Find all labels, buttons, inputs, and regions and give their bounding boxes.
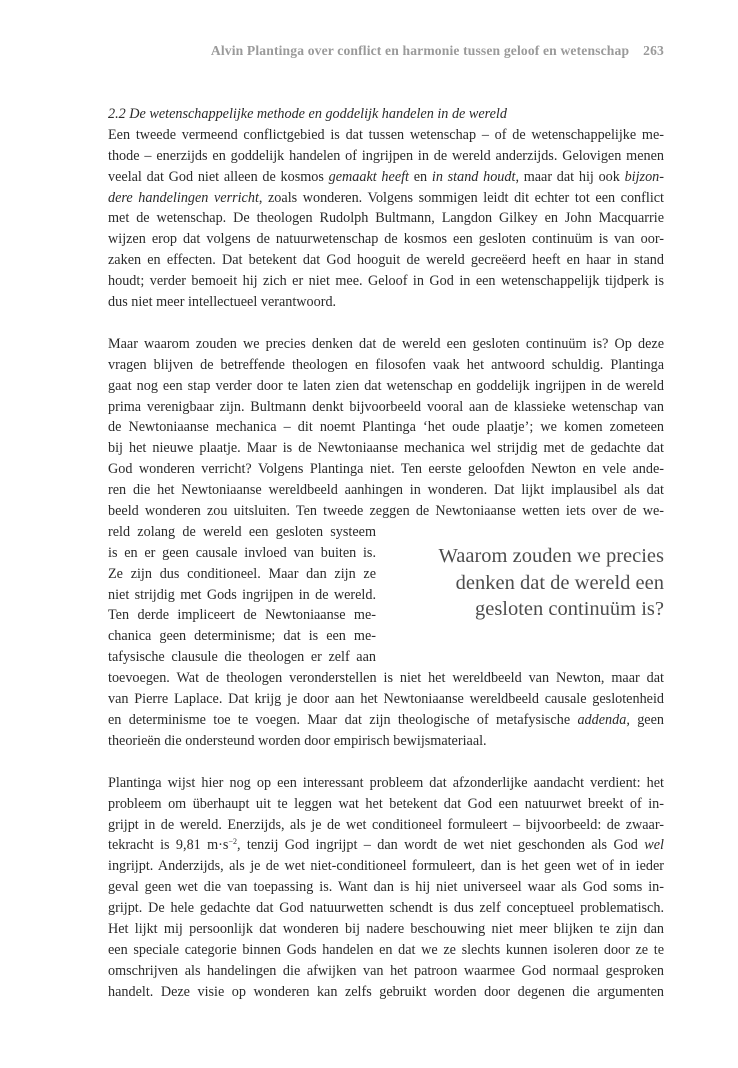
paragraph-2-line-9: beeld wonderen zou uitsluiten. Ten tweede zeggen de Newtoniaanse wetten iets over de we- bbox=[108, 503, 664, 520]
paragraph-2-narrow-line-2: is en er geen causale invloed van buiten is. bbox=[108, 544, 376, 561]
paragraph-2-line-3: gaat nog een stap verder door te laten zien dat wetenschap en goddelijk ingrijpen in de wereld bbox=[108, 377, 664, 394]
paragraph-3-line-11: handelt. Deze visie op wonderen kan zelfs gebruikt worden door degenen die argumenten bbox=[108, 983, 664, 1000]
paragraph-3-line-1: Plantinga wijst hier nog op een interessant probleem dat afzonderlijke aandacht verdient: het bbox=[108, 774, 664, 791]
paragraph-3-line-8: Het lijkt mij persoonlijk dat wonderen bij nadere beschouwing niet meer blijken te zijn dan bbox=[108, 920, 664, 937]
paragraph-2-narrow-line-5: Ten derde impliceert de Newtoniaanse me- bbox=[108, 607, 376, 624]
pull-quote-line: denken dat de wereld een bbox=[455, 571, 664, 594]
pull-quote-line: gesloten continuüm is? bbox=[474, 598, 664, 620]
running-head-title: Alvin Plantinga over conflict en harmonie tussen geloof en wetenschap bbox=[210, 43, 630, 58]
paragraph-3-line-2: probleem om überhaupt uit te leggen wat het betekent dat God een natuurwet breekt of in- bbox=[108, 795, 664, 812]
paragraph-2-narrow-line-4: niet strijdig met Gods ingrijpen in de wereld. bbox=[108, 586, 376, 603]
page-number: 263 bbox=[643, 43, 664, 58]
paragraph-2-tail-line-1: toevoegen. Wat de theologen veronderstellen is niet het wereldbeeld van Newton, maar dat bbox=[108, 670, 664, 687]
paragraph-2-tail-line-2: van Pierre Laplace. Dat krijg je door aan het Newtoniaanse wereldbeeld causale geslotenheid bbox=[108, 691, 664, 708]
paragraph-gap bbox=[108, 752, 664, 773]
paragraph-1-line-2: thode – enerzijds en goddelijk handelen of ingrijpen in de wereld anderzijds. Gelovigen menen bbox=[108, 147, 664, 164]
paragraph-3-line-6: geval geen wet die van toepassing is. Want dan is hij niet universeel waar als God soms in- bbox=[108, 879, 664, 896]
paragraph-2-tail-line-3: en determinisme toe te voegen. Maar dat zijn theologische of metafysische addenda, geen bbox=[108, 711, 664, 728]
paragraph-1-line-7: zaken en effecten. Dat betekent dat God hooguit de wereld gecreëerd heeft en haar in stand bbox=[108, 252, 664, 269]
paragraph-1-line-8: houdt; verder bemoeit hij zich er niet mee. Geloof in God in een wetenschappelijk tijdperk is bbox=[108, 273, 664, 290]
paragraph-3-line-10: omschrijven als handelingen die afwijken van het patroon waarmee God normaal gesproken bbox=[108, 962, 664, 979]
section-heading: 2.2 De wetenschappelijke methode en goddelijk handelen in de wereld bbox=[108, 106, 507, 122]
paragraph-1-line-6: wijzen erop dat volgens de natuurwetenschap de kosmos een gesloten continuüm is van oor- bbox=[108, 231, 664, 248]
paragraph-2-line-1: Maar waarom zouden we precies denken dat de wereld een gesloten continuüm is? Op deze bbox=[108, 335, 664, 352]
paragraph-3-line-3: grijpt in de wereld. Enerzijds, als je de wet conditioneel formuleert – bijvoorbeeld: de zwaar- bbox=[108, 816, 664, 833]
paragraph-3-line-5: ingrijpt. Anderzijds, als je de wet niet-conditioneel formuleert, dan is het geen wet of in ieder bbox=[108, 858, 664, 875]
paragraph-2-line-5: de Newtoniaanse mechanica – dit noemt Plantinga ‘het oude plaatje’; we komen zometeen bbox=[108, 419, 664, 436]
paragraph-1-line-5: met de wetenschap. De theologen Rudolph Bultmann, Langdon Gilkey en John Macquarrie bbox=[108, 210, 664, 227]
paragraph-1-line-1: Een tweede vermeend conflictgebied is dat tussen wetenschap – of de wetenschappelijke me- bbox=[108, 126, 664, 143]
paragraph-3-line-9: een speciale categorie binnen Gods handelen en dat we ze slechts kunnen isoleren door ze te bbox=[108, 941, 664, 958]
paragraph-2-line-4: prima verenigbaar zijn. Bultmann denkt bijvoorbeeld vooral aan de klassieke wetenschap van bbox=[108, 398, 664, 415]
paragraph-3-line-7: grijpt. De hele gedachte dat God natuurwetten schendt is dus zelf conceptueel problematisch. bbox=[108, 900, 664, 917]
paragraph-2-narrow-line-7: tafysische clausule die theologen er zelf aan bbox=[108, 649, 376, 666]
paragraph-gap bbox=[108, 313, 664, 334]
paragraph-2-line-7: God wonderen verricht? Volgens Plantinga niet. Ten eerste geloofden Newton en vele ande- bbox=[108, 461, 664, 478]
paragraph-2-narrow-line-6: chanica geen determinisme; dat is een me- bbox=[108, 628, 376, 645]
running-head bbox=[108, 43, 664, 59]
paragraph-2-line-2: vragen blijven de betreffende theologen en filosofen vaak het antwoord schuldig. Plantinga bbox=[108, 356, 664, 373]
paragraph-2-narrow-line-3: Ze zijn dus conditioneel. Maar dan zijn ze bbox=[108, 565, 376, 582]
paragraph-2-tail-line-4: theorieën die ondersteund worden door empirisch bewijsmateriaal. bbox=[108, 732, 487, 749]
paragraph-2-line-8: ren die het Newtoniaanse wereldbeeld aanhingen in wonderen. Dat lijkt implausibel als dat bbox=[108, 482, 664, 499]
paragraph-2-narrow-line-1: reld zolang de wereld een gesloten systeem bbox=[108, 523, 376, 540]
paragraph-1-line-9: dus niet meer intellectueel verantwoord. bbox=[108, 294, 337, 311]
pull-quote-line: Waarom zouden we precies bbox=[438, 545, 664, 567]
paragraph-2-line-6: bij het nieuwe plaatje. Maar is de Newtoniaanse mechanica wel strijdig met de gedachte dat bbox=[108, 440, 664, 457]
paragraph-3-line-4: tekracht is 9,81 $m\cdot s^{-2}$, tenzij God ingrijpt – dan wordt de wet niet geschonden als God wel bbox=[108, 837, 664, 854]
paragraph-1-line-3: veelal dat God niet alleen de kosmos gemaakt heeft en in stand houdt, maar dat hij ook bijzon- bbox=[108, 168, 664, 185]
paragraph-1-line-4: dere handelingen verricht, zoals wonderen. Volgens sommigen leidt dit echter tot een conflict bbox=[108, 189, 664, 206]
pull-quote bbox=[398, 543, 664, 623]
